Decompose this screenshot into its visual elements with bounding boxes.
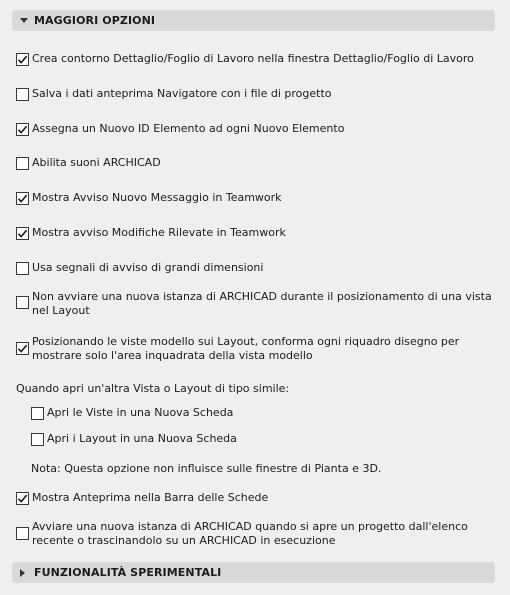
checkmark-icon: [17, 54, 28, 65]
checkbox[interactable]: [31, 407, 44, 420]
checkbox[interactable]: [16, 192, 29, 205]
checkmark-icon: [17, 193, 28, 204]
checkmark-icon: [17, 493, 28, 504]
option-label: Assegna un Nuovo ID Elemento ad ogni Nuovo Elemento: [32, 122, 345, 135]
checkmark-icon: [17, 228, 28, 239]
checkmark-icon: [17, 343, 28, 354]
checkbox[interactable]: [16, 227, 29, 240]
checkmark-icon: [17, 124, 28, 135]
option-row-worksheet-outline[interactable]: [16, 52, 496, 66]
option-label: Mostra Avviso Nuovo Messaggio in Teamwork: [32, 191, 282, 204]
section-title-more-options: MAGGIORI OPZIONI: [34, 14, 156, 27]
checkbox[interactable]: [16, 492, 29, 505]
checkbox[interactable]: [16, 296, 29, 309]
option-label: Apri le Viste in una Nuova Scheda: [47, 406, 234, 419]
option-label: Non avviare una nuova istanza di ARCHICAD durante il posizionamento di una vista nel Layout: [32, 290, 492, 317]
option-label: Salva i dati anteprima Navigatore con i file di progetto: [32, 87, 332, 100]
checkbox[interactable]: [31, 433, 44, 446]
triangle-right-icon: [20, 569, 34, 577]
option-label: Abilita suoni ARCHICAD: [32, 156, 161, 169]
checkbox[interactable]: [16, 53, 29, 66]
option-label: Crea contorno Dettaglio/Foglio di Lavoro nella finestra Dettaglio/Foglio di Lavoro: [32, 52, 474, 65]
option-row-open-layouts-new-tab[interactable]: [31, 432, 496, 446]
checkbox[interactable]: [16, 262, 29, 275]
option-label: Avviare una nuova istanza di ARCHICAD quando si apre un progetto dall'elenco recente o trascinandolo su un ARCHICAD in esecuzione: [32, 520, 468, 547]
similar-view-heading: Quando apri un'altra Vista o Layout di tipo simile:: [16, 382, 290, 395]
checkbox[interactable]: [16, 527, 29, 540]
option-row-navigator-preview[interactable]: [16, 87, 496, 101]
option-row-large-alerts[interactable]: [16, 261, 496, 275]
option-row-conform-drawing-frame[interactable]: [16, 335, 496, 363]
option-label: Mostra Anteprima nella Barra delle Schede: [32, 491, 269, 504]
option-row-new-instance-recent[interactable]: [16, 520, 496, 548]
section-header-more-options[interactable]: [12, 10, 495, 31]
option-row-new-element-id[interactable]: [16, 122, 496, 136]
option-row-no-new-instance-layout[interactable]: [16, 290, 496, 318]
option-row-open-views-new-tab[interactable]: [31, 406, 496, 420]
triangle-down-icon: [20, 18, 34, 24]
option-label: Posizionando le viste modello sui Layout, conforma ogni riquadro disegno per mostrare solo l'area inquadrata della vista modello: [32, 335, 460, 362]
option-row-sounds[interactable]: [16, 156, 496, 170]
section-title-experimental: FUNZIONALITÀ SPERIMENTALI: [34, 566, 222, 579]
option-row-teamwork-changes[interactable]: [16, 226, 496, 240]
checkbox[interactable]: [16, 88, 29, 101]
option-row-teamwork-message[interactable]: [16, 191, 496, 205]
option-label: Mostra avviso Modifiche Rilevate in Teamwork: [32, 226, 286, 239]
checkbox[interactable]: [16, 157, 29, 170]
option-row-tab-bar-preview[interactable]: [16, 491, 496, 505]
checkbox[interactable]: [16, 342, 29, 355]
similar-view-note: Nota: Questa opzione non influisce sulle finestre di Pianta e 3D.: [31, 462, 382, 475]
option-label: Usa segnali di avviso di grandi dimensioni: [32, 261, 264, 274]
section-header-experimental[interactable]: [12, 562, 495, 583]
checkbox[interactable]: [16, 123, 29, 136]
option-label: Apri i Layout in una Nuova Scheda: [47, 432, 237, 445]
